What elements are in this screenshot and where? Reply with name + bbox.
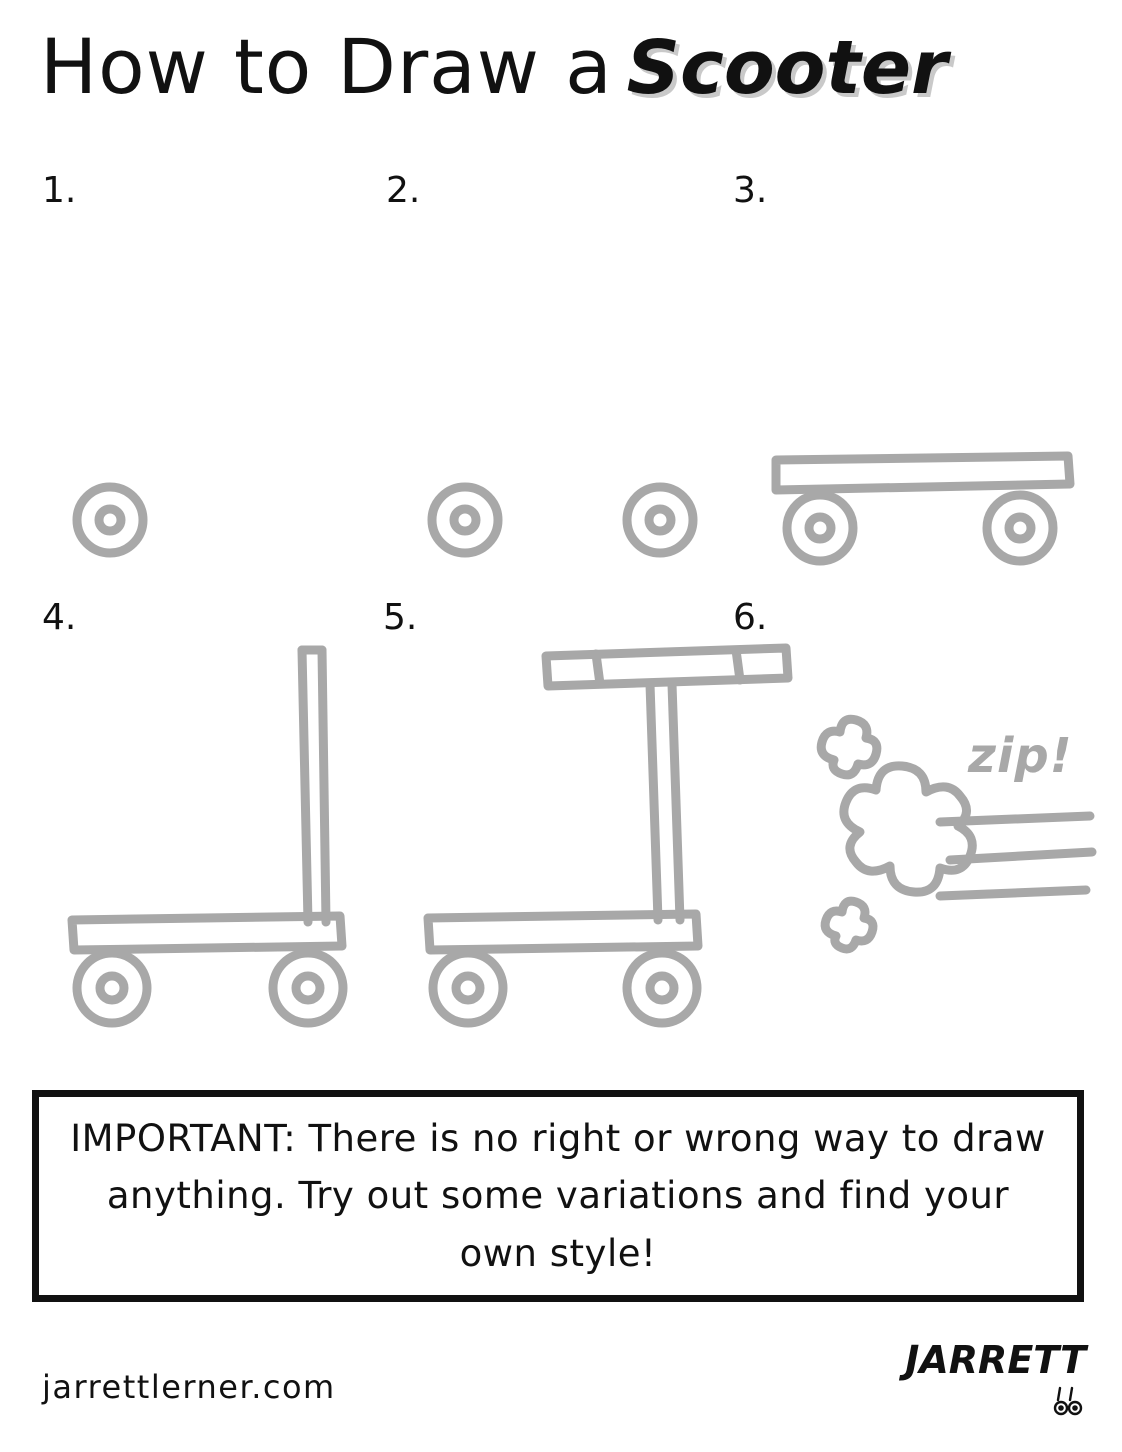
footer-signature: JARRETT <box>905 1338 1086 1382</box>
page-title-prefix: How to Draw a <box>40 22 613 111</box>
sound-effect-zip: zip! <box>968 728 1073 784</box>
step-4-drawing <box>40 630 370 1050</box>
signature-face-icon <box>1052 1386 1088 1416</box>
page-title <box>40 22 948 111</box>
step-1-drawing <box>40 440 200 560</box>
step-number-5: 5. <box>383 597 418 638</box>
step-number-4: 4. <box>42 597 77 638</box>
step-5-drawing <box>400 610 820 1050</box>
footer-website: jarrettlerner.com <box>42 1368 336 1406</box>
step-3-drawing <box>600 430 1080 570</box>
step-number-6: 6. <box>733 597 768 638</box>
step-number-3: 3. <box>733 170 768 211</box>
page-title-subject: Scooter <box>626 25 948 111</box>
important-note-box <box>32 1090 1084 1302</box>
step-number-2: 2. <box>386 170 421 211</box>
important-note-text: IMPORTANT: There is no right or wrong way to draw anything. Try out some variations and find your own style! <box>70 1116 1046 1275</box>
step-number-1: 1. <box>42 170 77 211</box>
